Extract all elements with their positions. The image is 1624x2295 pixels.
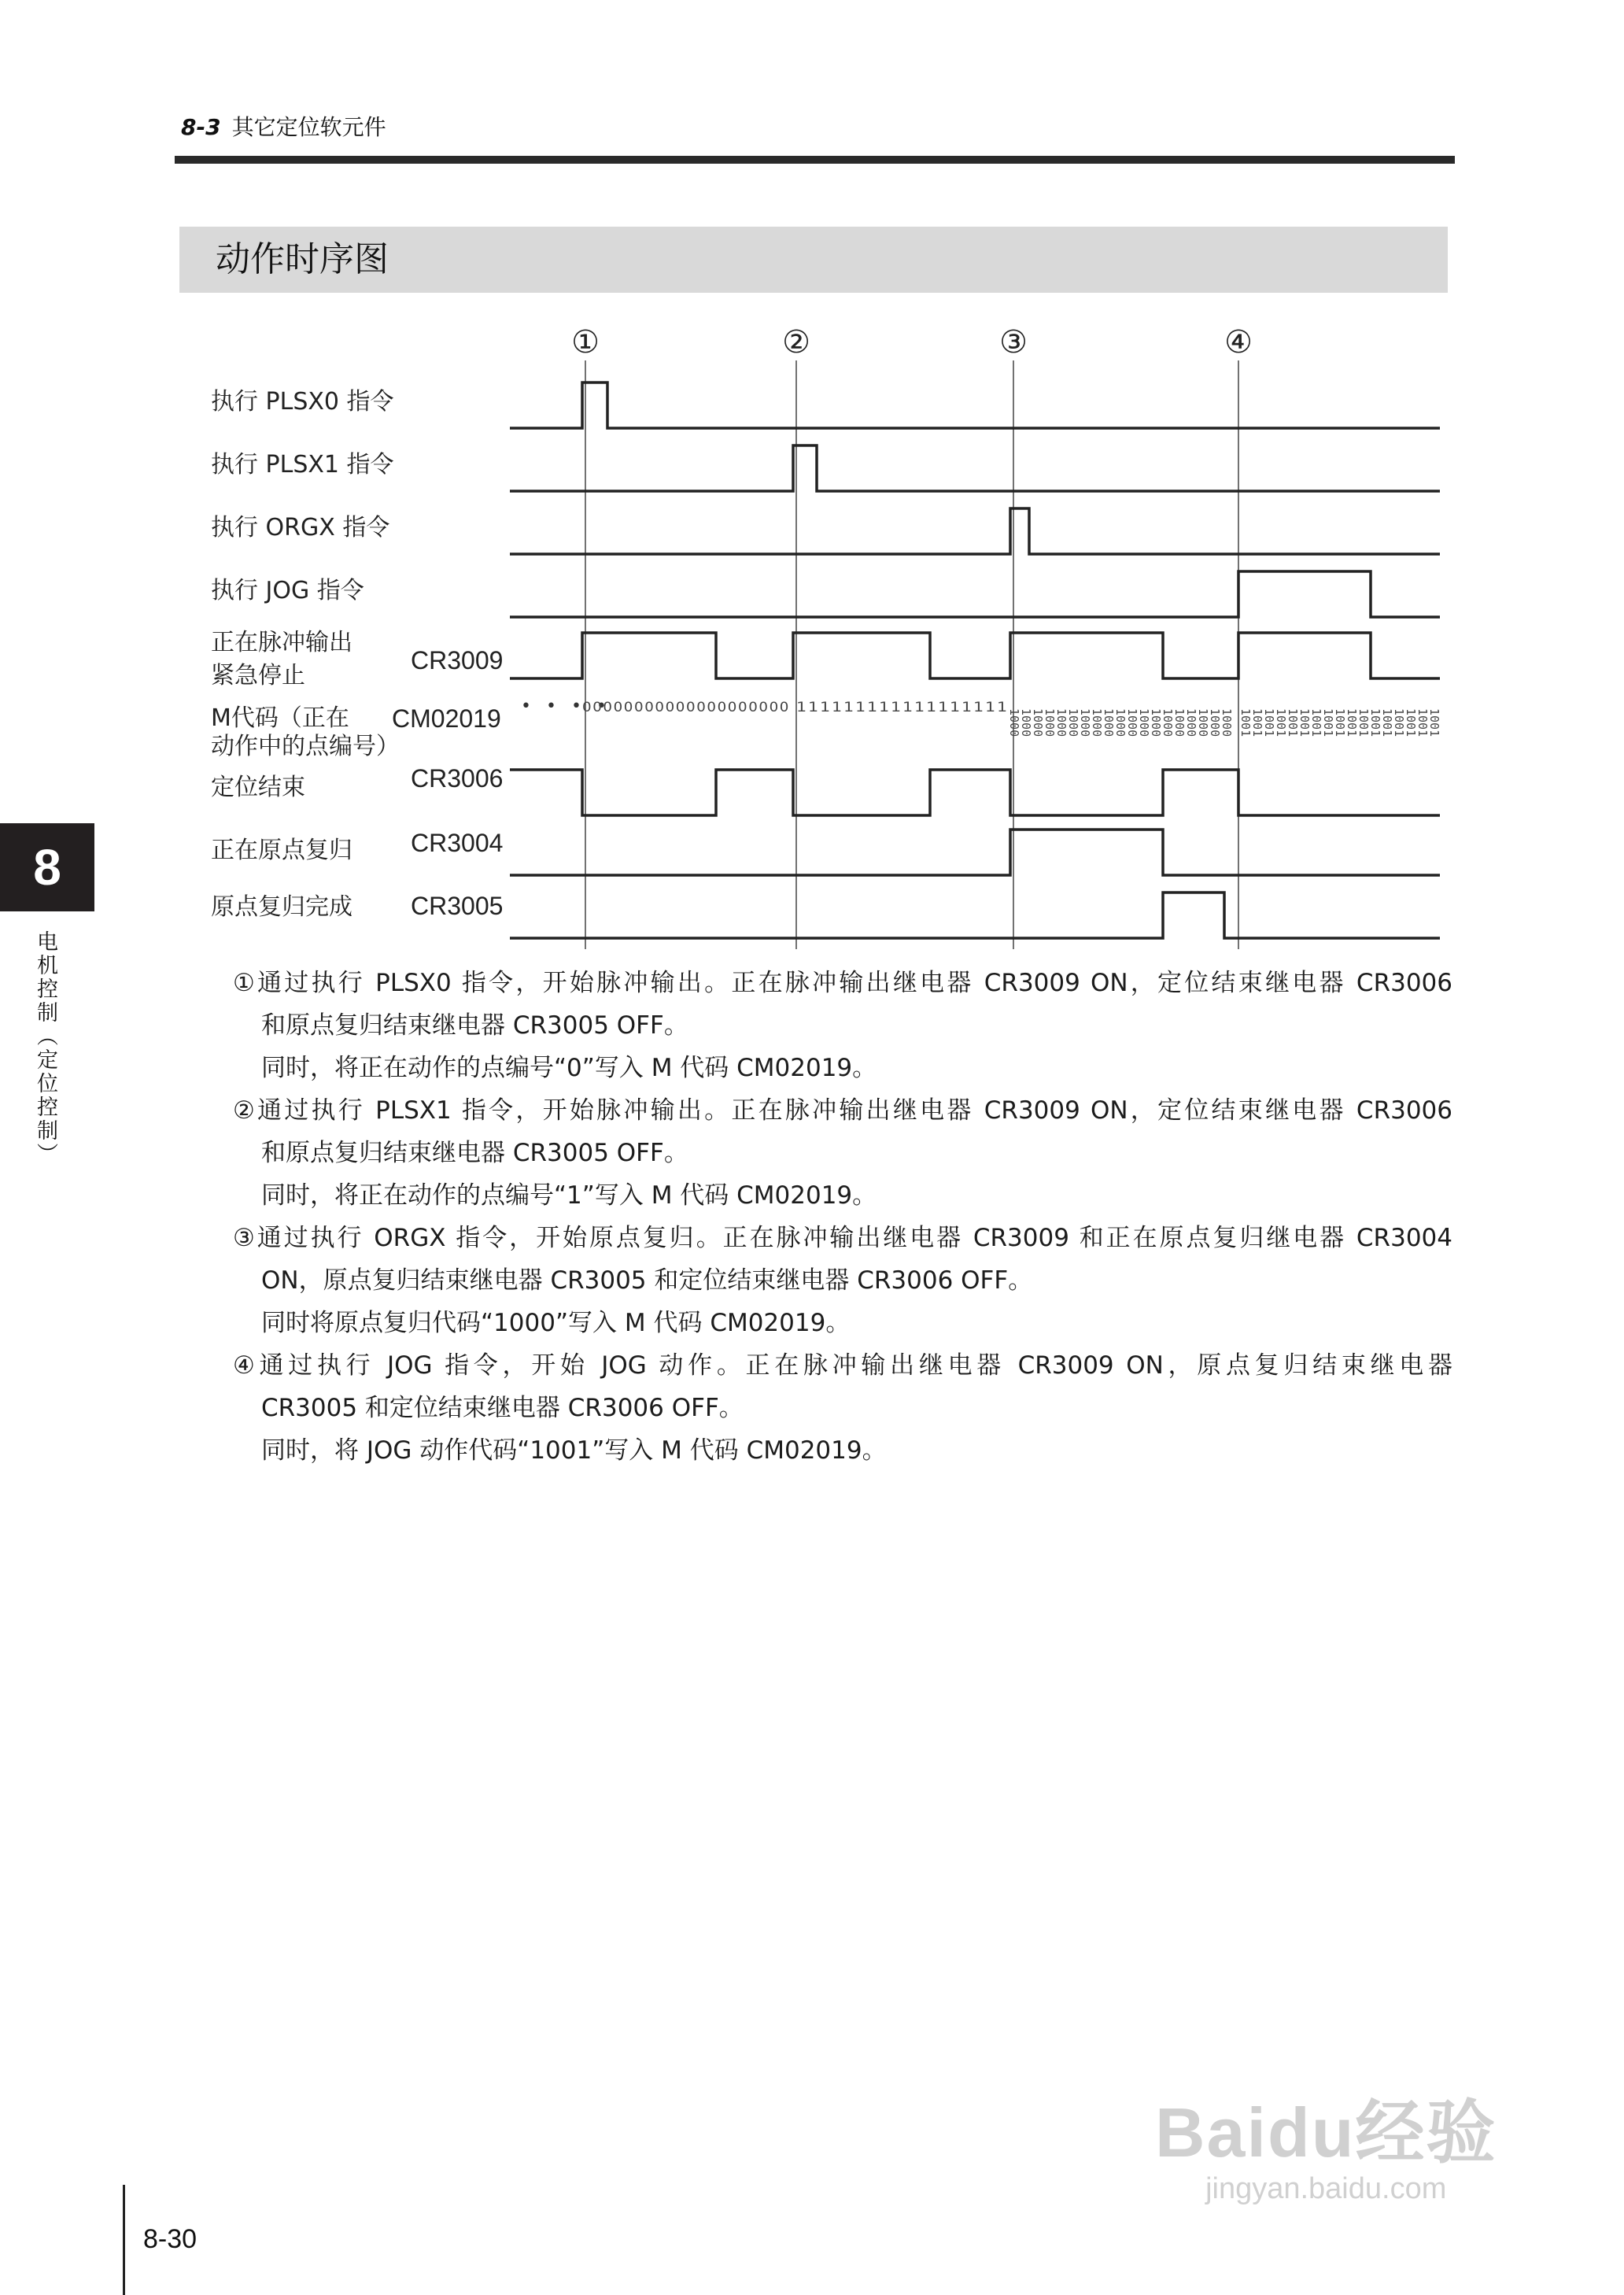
mcode-code-1001: 1001 bbox=[1427, 708, 1441, 737]
code-cm02019: CM02019 bbox=[392, 704, 501, 733]
paragraph-3-line-3: 同时将原点复归代码“1000”写入 M 代码 CM02019。 bbox=[261, 1309, 851, 1337]
chapter-title: 电机控制（定位控制） bbox=[33, 930, 57, 1166]
paragraph-2-line-1: ②通过执行 PLSX1 指令，开始脉冲输出。正在脉冲输出继电器 CR3009 ON，定位结束继电器 CR3006 bbox=[233, 1096, 1452, 1125]
mcode-code-1000: 1000 bbox=[1125, 708, 1139, 737]
mcode-code-1000: 1000 bbox=[1208, 708, 1222, 737]
paragraph-1-line-1: ①通过执行 PLSX0 指令，开始脉冲输出。正在脉冲输出继电器 CR3009 ON，定位结束继电器 CR3006 bbox=[233, 969, 1452, 997]
signal-label-plsx1: 执行 PLSX1 指令 bbox=[211, 451, 394, 479]
mcode-code-1000: 1000 bbox=[1054, 708, 1069, 737]
section-title: 其它定位软元件 bbox=[231, 114, 386, 140]
mcode-code-1001: 1001 bbox=[1286, 708, 1300, 737]
mcode-code-1000: 1000 bbox=[1172, 708, 1187, 737]
mcode-code-1000: 1000 bbox=[1137, 708, 1151, 737]
signal-label-pulse-line2: 紧急停止 bbox=[211, 662, 305, 689]
chapter-tab: 8 bbox=[0, 823, 94, 911]
paragraph-1-line-2: 和原点复归结束继电器 CR3005 OFF。 bbox=[261, 1011, 688, 1040]
wave-plsx1 bbox=[510, 445, 1440, 491]
code-cr3004: CR3004 bbox=[411, 829, 504, 857]
mcode-code-1001: 1001 bbox=[1368, 708, 1382, 737]
code-cr3006: CR3006 bbox=[411, 764, 504, 793]
mcode-code-1001: 1001 bbox=[1333, 708, 1347, 737]
mcode-code-1001: 1001 bbox=[1250, 708, 1264, 737]
mcode-code-1001: 1001 bbox=[1309, 708, 1323, 737]
timing-diagram bbox=[0, 0, 1624, 960]
signal-label-plsx0: 执行 PLSX0 指令 bbox=[211, 388, 394, 416]
mcode-code-1001: 1001 bbox=[1356, 708, 1371, 737]
mcode-segment-0: 00000000000000000000 bbox=[582, 700, 790, 715]
section-number: 8-3 bbox=[181, 114, 221, 140]
watermark bbox=[1155, 2078, 1497, 2206]
watermark-url: jingyan.baidu.com bbox=[1205, 2172, 1447, 2205]
wave-cr3005 bbox=[510, 893, 1440, 938]
wave-plsx0 bbox=[510, 382, 1440, 428]
mcode-code-1000: 1000 bbox=[1184, 708, 1198, 737]
wave-orgx bbox=[510, 508, 1440, 554]
wave-jog bbox=[510, 571, 1440, 617]
mcode-code-1000: 1000 bbox=[1019, 708, 1033, 737]
mcode-segment-1: 111111111111111111 bbox=[796, 700, 1009, 715]
marker-3: ③ bbox=[999, 324, 1028, 360]
signal-label-mcode-line2: 动作中的点编号） bbox=[211, 733, 400, 760]
mcode-code-1000: 1000 bbox=[1161, 708, 1175, 737]
mcode-code-1001: 1001 bbox=[1345, 708, 1359, 737]
section-heading: 动作时序图 bbox=[179, 227, 1448, 293]
signal-label-homing-done: 原点复归完成 bbox=[211, 893, 352, 921]
mcode-code-1001: 1001 bbox=[1380, 708, 1394, 737]
signal-label-homing: 正在原点复归 bbox=[211, 837, 352, 864]
footer-rule bbox=[123, 2185, 125, 2295]
wave-cr3004 bbox=[510, 830, 1440, 875]
mcode-code-1000: 1000 bbox=[1031, 708, 1045, 737]
mcode-code-1001: 1001 bbox=[1392, 708, 1406, 737]
paragraph-4-line-2: CR3005 和定位结束继电器 CR3006 OFF。 bbox=[261, 1394, 744, 1422]
mcode-code-1001: 1001 bbox=[1415, 708, 1430, 737]
signal-label-jog: 执行 JOG 指令 bbox=[211, 577, 364, 604]
signal-label-mcode-line1: M代码（正在 bbox=[211, 704, 349, 732]
wave-cm02019 bbox=[521, 697, 1009, 716]
watermark-logo: Baidu经验 bbox=[1155, 2094, 1497, 2171]
paragraph-3-line-1: ③通过执行 ORGX 指令，开始原点复归。正在脉冲输出继电器 CR3009 和正在原点复归继电器 CR3004 bbox=[233, 1224, 1452, 1252]
marker-4: ④ bbox=[1224, 324, 1253, 360]
paragraph-2-line-2: 和原点复归结束继电器 CR3005 OFF。 bbox=[261, 1139, 688, 1167]
mcode-code-1000: 1000 bbox=[1149, 708, 1163, 737]
mcode-code-1000: 1000 bbox=[1220, 708, 1234, 737]
paragraph-4-line-3: 同时，将 JOG 动作代码“1001”写入 M 代码 CM02019。 bbox=[261, 1436, 887, 1465]
signal-label-orgx: 执行 ORGX 指令 bbox=[211, 514, 390, 541]
wave-cr3006 bbox=[510, 770, 1440, 815]
mcode-code-1000: 1000 bbox=[1043, 708, 1057, 737]
mcode-code-1000: 1000 bbox=[1090, 708, 1104, 737]
marker-2: ② bbox=[782, 324, 810, 360]
mcode-code-1000: 1000 bbox=[1007, 708, 1021, 737]
wave-cr3009 bbox=[510, 633, 1440, 678]
mcode-code-1000: 1000 bbox=[1066, 708, 1080, 737]
page-number: 8-30 bbox=[143, 2224, 197, 2254]
mcode-code-1001: 1001 bbox=[1274, 708, 1288, 737]
paragraph-1-line-3: 同时，将正在动作的点编号“0”写入 M 代码 CM02019。 bbox=[261, 1054, 877, 1082]
paragraph-4-line-1: ④通过执行 JOG 指令，开始 JOG 动作。正在脉冲输出继电器 CR3009 ON，原点复归结束继电器 bbox=[233, 1351, 1452, 1380]
mcode-code-1000: 1000 bbox=[1196, 708, 1210, 737]
mcode-idle-dots: • • • • bbox=[521, 697, 611, 716]
mcode-code-1000: 1000 bbox=[1078, 708, 1092, 737]
mcode-code-1000: 1000 bbox=[1102, 708, 1116, 737]
mcode-code-1001: 1001 bbox=[1262, 708, 1276, 737]
description-text bbox=[233, 962, 1452, 1472]
paragraph-2-line-3: 同时，将正在动作的点编号“1”写入 M 代码 CM02019。 bbox=[261, 1181, 877, 1210]
marker-1: ① bbox=[571, 324, 600, 360]
mcode-code-1001: 1001 bbox=[1404, 708, 1418, 737]
signal-label-positioning-done: 定位结束 bbox=[211, 774, 305, 801]
mcode-code-1000: 1000 bbox=[1113, 708, 1128, 737]
mcode-code-1001: 1001 bbox=[1297, 708, 1312, 737]
signal-label-pulse-line1: 正在脉冲输出 bbox=[211, 629, 352, 656]
mcode-code-1001: 1001 bbox=[1238, 708, 1253, 737]
mcode-code-1001: 1001 bbox=[1321, 708, 1335, 737]
paragraph-3-line-2: ON，原点复归结束继电器 CR3005 和定位结束继电器 CR3006 OFF。 bbox=[261, 1266, 1033, 1295]
code-cr3009: CR3009 bbox=[411, 646, 504, 674]
code-cr3005: CR3005 bbox=[411, 892, 504, 920]
